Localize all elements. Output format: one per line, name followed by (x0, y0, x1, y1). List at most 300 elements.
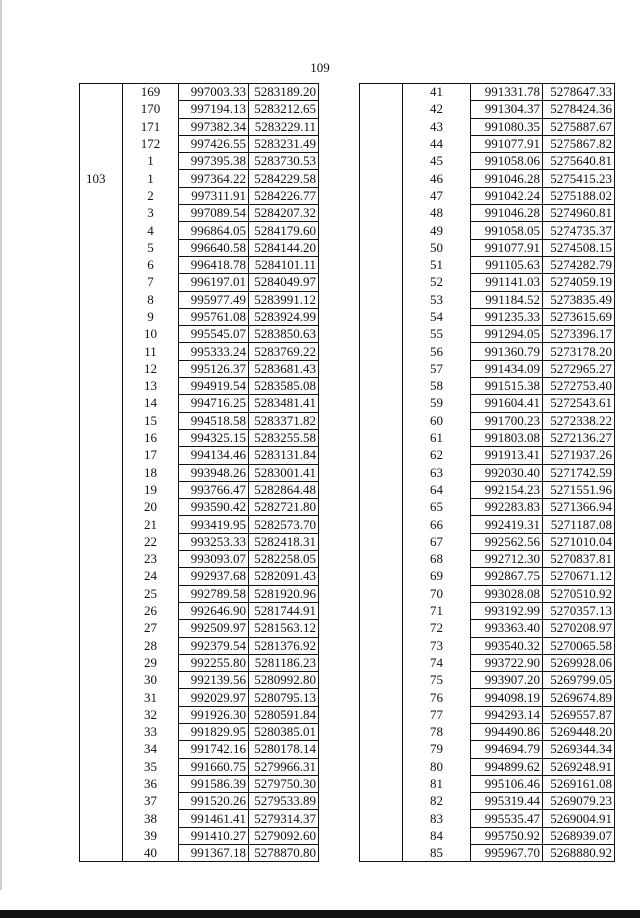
point-cell: 74 (403, 654, 471, 671)
group-cell (80, 343, 123, 360)
x-coordinate-cell: 994325.15 (179, 429, 249, 446)
point-cell: 83 (403, 810, 471, 827)
table-row (360, 706, 615, 723)
group-cell (360, 689, 403, 706)
table-row (80, 551, 319, 568)
coordinates-table-left (79, 83, 319, 862)
group-cell (360, 516, 403, 533)
table-row (360, 585, 615, 602)
table-row (80, 153, 319, 170)
group-cell (360, 585, 403, 602)
group-cell (80, 447, 123, 464)
table-row (360, 533, 615, 550)
table-row (80, 239, 319, 256)
table-row (80, 84, 319, 101)
table-row (360, 343, 615, 360)
group-cell (360, 274, 403, 291)
table-row (360, 758, 615, 775)
table-row (80, 308, 319, 325)
y-coordinate-cell: 5274282.79 (543, 256, 615, 273)
group-cell (80, 620, 123, 637)
point-cell: 36 (123, 775, 179, 792)
group-cell (360, 118, 403, 135)
table-row (360, 239, 615, 256)
x-coordinate-cell: 992419.31 (471, 516, 543, 533)
y-coordinate-cell: 5283001.41 (249, 464, 319, 481)
x-coordinate-cell: 991184.52 (471, 291, 543, 308)
x-coordinate-cell: 991742.16 (179, 741, 249, 758)
point-cell: 26 (123, 602, 179, 619)
x-coordinate-cell: 991461.41 (179, 810, 249, 827)
x-coordinate-cell: 996418.78 (179, 256, 249, 273)
group-cell (360, 827, 403, 844)
y-coordinate-cell: 5272753.40 (543, 378, 615, 395)
point-cell: 17 (123, 447, 179, 464)
point-cell: 79 (403, 741, 471, 758)
group-cell (360, 464, 403, 481)
point-cell: 76 (403, 689, 471, 706)
group-cell (80, 793, 123, 810)
x-coordinate-cell: 992509.97 (179, 620, 249, 637)
table-row (360, 395, 615, 412)
group-cell (360, 775, 403, 792)
x-coordinate-cell: 991515.38 (471, 378, 543, 395)
table-row (80, 343, 319, 360)
point-cell: 49 (403, 222, 471, 239)
point-cell: 40 (123, 845, 179, 862)
group-cell (360, 412, 403, 429)
y-coordinate-cell: 5272136.27 (543, 429, 615, 446)
y-coordinate-cell: 5282258.05 (249, 551, 319, 568)
x-coordinate-cell: 997311.91 (179, 187, 249, 204)
x-coordinate-cell: 996864.05 (179, 222, 249, 239)
y-coordinate-cell: 5269344.34 (543, 741, 615, 758)
y-coordinate-cell: 5284229.58 (249, 170, 319, 187)
table-row (80, 723, 319, 740)
group-cell (360, 551, 403, 568)
table-row (360, 291, 615, 308)
x-coordinate-cell: 992154.23 (471, 481, 543, 498)
table-row (80, 481, 319, 498)
x-coordinate-cell: 991586.39 (179, 775, 249, 792)
table-row (360, 741, 615, 758)
point-cell: 25 (123, 585, 179, 602)
y-coordinate-cell: 5270671.12 (543, 568, 615, 585)
y-coordinate-cell: 5278870.80 (249, 845, 319, 862)
table-row (80, 135, 319, 152)
point-cell: 55 (403, 326, 471, 343)
table-row (80, 256, 319, 273)
y-coordinate-cell: 5279314.37 (249, 810, 319, 827)
x-coordinate-cell: 992789.58 (179, 585, 249, 602)
point-cell: 51 (403, 256, 471, 273)
y-coordinate-cell: 5272338.22 (543, 412, 615, 429)
y-coordinate-cell: 5282864.48 (249, 481, 319, 498)
table-row (80, 274, 319, 291)
group-cell (80, 758, 123, 775)
point-cell: 78 (403, 723, 471, 740)
group-cell (360, 256, 403, 273)
point-cell: 7 (123, 274, 179, 291)
table-row (80, 412, 319, 429)
y-coordinate-cell: 5270837.81 (543, 551, 615, 568)
table-row (360, 810, 615, 827)
point-cell: 5 (123, 239, 179, 256)
x-coordinate-cell: 997089.54 (179, 205, 249, 222)
table-row (360, 602, 615, 619)
point-cell: 4 (123, 222, 179, 239)
y-coordinate-cell: 5283991.12 (249, 291, 319, 308)
y-coordinate-cell: 5283924.99 (249, 308, 319, 325)
group-cell (80, 256, 123, 273)
x-coordinate-cell: 991077.91 (471, 239, 543, 256)
group-cell (360, 533, 403, 550)
y-coordinate-cell: 5272543.61 (543, 395, 615, 412)
x-coordinate-cell: 995967.70 (471, 845, 543, 862)
point-cell: 38 (123, 810, 179, 827)
x-coordinate-cell: 991042.24 (471, 187, 543, 204)
group-cell (80, 706, 123, 723)
group-cell (80, 723, 123, 740)
group-cell (360, 343, 403, 360)
table-row (80, 326, 319, 343)
group-cell (360, 758, 403, 775)
point-cell: 52 (403, 274, 471, 291)
x-coordinate-cell: 992646.90 (179, 602, 249, 619)
point-cell: 24 (123, 568, 179, 585)
point-cell: 171 (123, 118, 179, 135)
point-cell: 31 (123, 689, 179, 706)
x-coordinate-cell: 993907.20 (471, 672, 543, 689)
group-cell (360, 205, 403, 222)
x-coordinate-cell: 992283.83 (471, 499, 543, 516)
group-cell (360, 499, 403, 516)
point-cell: 2 (123, 187, 179, 204)
group-cell (360, 637, 403, 654)
x-coordinate-cell: 991367.18 (179, 845, 249, 862)
group-cell (360, 360, 403, 377)
group-cell (80, 845, 123, 862)
point-cell: 70 (403, 585, 471, 602)
group-cell (360, 793, 403, 810)
y-coordinate-cell: 5282721.80 (249, 499, 319, 516)
x-coordinate-cell: 991803.08 (471, 429, 543, 446)
group-cell (360, 101, 403, 118)
point-cell: 18 (123, 464, 179, 481)
y-coordinate-cell: 5275640.81 (543, 153, 615, 170)
point-cell: 9 (123, 308, 179, 325)
table-row (80, 706, 319, 723)
x-coordinate-cell: 991058.05 (471, 222, 543, 239)
y-coordinate-cell: 5283255.58 (249, 429, 319, 446)
point-cell: 84 (403, 827, 471, 844)
table-row (360, 326, 615, 343)
x-coordinate-cell: 991829.95 (179, 723, 249, 740)
group-cell (80, 775, 123, 792)
x-coordinate-cell: 994293.14 (471, 706, 543, 723)
x-coordinate-cell: 991360.79 (471, 343, 543, 360)
table-row (360, 723, 615, 740)
table-row (360, 551, 615, 568)
table-row (360, 84, 615, 101)
group-cell (80, 429, 123, 446)
table-row (360, 672, 615, 689)
table-row (80, 602, 319, 619)
point-cell: 72 (403, 620, 471, 637)
group-cell (80, 378, 123, 395)
table-row (80, 187, 319, 204)
y-coordinate-cell: 5283730.53 (249, 153, 319, 170)
table-row (80, 447, 319, 464)
table-row (80, 170, 319, 187)
point-cell: 30 (123, 672, 179, 689)
point-cell: 58 (403, 378, 471, 395)
group-cell (80, 689, 123, 706)
y-coordinate-cell: 5283585.08 (249, 378, 319, 395)
group-cell (80, 585, 123, 602)
x-coordinate-cell: 994694.79 (471, 741, 543, 758)
table-row (360, 378, 615, 395)
group-cell (360, 845, 403, 862)
x-coordinate-cell: 993766.47 (179, 481, 249, 498)
y-coordinate-cell: 5269004.91 (543, 810, 615, 827)
point-cell: 6 (123, 256, 179, 273)
y-coordinate-cell: 5272965.27 (543, 360, 615, 377)
table-row (360, 308, 615, 325)
y-coordinate-cell: 5274059.19 (543, 274, 615, 291)
x-coordinate-cell: 992379.54 (179, 637, 249, 654)
y-coordinate-cell: 5278424.36 (543, 101, 615, 118)
group-cell (80, 481, 123, 498)
group-cell (360, 378, 403, 395)
point-cell: 57 (403, 360, 471, 377)
x-coordinate-cell: 993253.33 (179, 533, 249, 550)
table-row (80, 118, 319, 135)
point-cell: 53 (403, 291, 471, 308)
point-cell: 11 (123, 343, 179, 360)
y-coordinate-cell: 5269248.91 (543, 758, 615, 775)
group-cell (80, 187, 123, 204)
x-coordinate-cell: 991105.63 (471, 256, 543, 273)
point-cell: 50 (403, 239, 471, 256)
table-row (360, 620, 615, 637)
x-coordinate-cell: 992139.56 (179, 672, 249, 689)
y-coordinate-cell: 5268939.07 (543, 827, 615, 844)
table-row (360, 845, 615, 862)
y-coordinate-cell: 5273835.49 (543, 291, 615, 308)
group-cell (360, 135, 403, 152)
group-cell (360, 429, 403, 446)
scan-edge (0, 0, 2, 890)
y-coordinate-cell: 5273396.17 (543, 326, 615, 343)
y-coordinate-cell: 5268880.92 (543, 845, 615, 862)
y-coordinate-cell: 5271937.26 (543, 447, 615, 464)
y-coordinate-cell: 5281563.12 (249, 620, 319, 637)
y-coordinate-cell: 5282418.31 (249, 533, 319, 550)
point-cell: 37 (123, 793, 179, 810)
x-coordinate-cell: 997382.34 (179, 118, 249, 135)
point-cell: 43 (403, 118, 471, 135)
y-coordinate-cell: 5283769.22 (249, 343, 319, 360)
point-cell: 3 (123, 205, 179, 222)
point-cell: 33 (123, 723, 179, 740)
group-cell (80, 827, 123, 844)
table-row (80, 827, 319, 844)
group-cell (80, 153, 123, 170)
coordinates-table-right (359, 83, 615, 862)
x-coordinate-cell: 992712.30 (471, 551, 543, 568)
x-coordinate-cell: 991700.23 (471, 412, 543, 429)
y-coordinate-cell: 5271742.59 (543, 464, 615, 481)
table-row (80, 568, 319, 585)
table-row (80, 845, 319, 862)
y-coordinate-cell: 5279966.31 (249, 758, 319, 775)
y-coordinate-cell: 5275887.67 (543, 118, 615, 135)
y-coordinate-cell: 5284207.32 (249, 205, 319, 222)
point-cell: 16 (123, 429, 179, 446)
table-row (360, 775, 615, 792)
group-cell (80, 533, 123, 550)
point-cell: 42 (403, 101, 471, 118)
x-coordinate-cell: 997194.13 (179, 101, 249, 118)
table-row (80, 810, 319, 827)
table-row (360, 637, 615, 654)
point-cell: 47 (403, 187, 471, 204)
table-row (360, 464, 615, 481)
x-coordinate-cell: 991410.27 (179, 827, 249, 844)
table-row (80, 585, 319, 602)
y-coordinate-cell: 5269448.20 (543, 723, 615, 740)
point-cell: 32 (123, 706, 179, 723)
group-cell (360, 170, 403, 187)
point-cell: 69 (403, 568, 471, 585)
y-coordinate-cell: 5282573.70 (249, 516, 319, 533)
point-cell: 48 (403, 205, 471, 222)
point-cell: 56 (403, 343, 471, 360)
group-cell (80, 637, 123, 654)
point-cell: 62 (403, 447, 471, 464)
point-cell: 27 (123, 620, 179, 637)
point-cell: 34 (123, 741, 179, 758)
point-cell: 172 (123, 135, 179, 152)
y-coordinate-cell: 5283189.20 (249, 84, 319, 101)
y-coordinate-cell: 5270208.97 (543, 620, 615, 637)
table-row (80, 499, 319, 516)
y-coordinate-cell: 5269928.06 (543, 654, 615, 671)
group-cell (360, 239, 403, 256)
y-coordinate-cell: 5275867.82 (543, 135, 615, 152)
table-row (80, 775, 319, 792)
point-cell: 71 (403, 602, 471, 619)
group-cell (80, 516, 123, 533)
group-cell (360, 602, 403, 619)
x-coordinate-cell: 991046.28 (471, 170, 543, 187)
table-row (80, 672, 319, 689)
group-cell (360, 187, 403, 204)
x-coordinate-cell: 995333.24 (179, 343, 249, 360)
y-coordinate-cell: 5284226.77 (249, 187, 319, 204)
point-cell: 60 (403, 412, 471, 429)
table-row (80, 533, 319, 550)
y-coordinate-cell: 5283371.82 (249, 412, 319, 429)
y-coordinate-cell: 5271010.04 (543, 533, 615, 550)
x-coordinate-cell: 991604.41 (471, 395, 543, 412)
point-cell: 10 (123, 326, 179, 343)
group-cell (80, 810, 123, 827)
point-cell: 61 (403, 429, 471, 446)
y-coordinate-cell: 5271187.08 (543, 516, 615, 533)
point-cell: 59 (403, 395, 471, 412)
x-coordinate-cell: 993419.95 (179, 516, 249, 533)
x-coordinate-cell: 992029.97 (179, 689, 249, 706)
y-coordinate-cell: 5274960.81 (543, 205, 615, 222)
group-cell (80, 291, 123, 308)
x-coordinate-cell: 995750.92 (471, 827, 543, 844)
table-row (360, 429, 615, 446)
x-coordinate-cell: 993093.07 (179, 551, 249, 568)
group-cell (360, 706, 403, 723)
table-row (360, 170, 615, 187)
group-cell (360, 308, 403, 325)
x-coordinate-cell: 991660.75 (179, 758, 249, 775)
x-coordinate-cell: 995126.37 (179, 360, 249, 377)
group-cell (80, 464, 123, 481)
table-row (360, 827, 615, 844)
y-coordinate-cell: 5274735.37 (543, 222, 615, 239)
table-row (360, 222, 615, 239)
table-row (80, 464, 319, 481)
group-cell (80, 551, 123, 568)
point-cell: 73 (403, 637, 471, 654)
table-row (360, 101, 615, 118)
group-cell (360, 723, 403, 740)
x-coordinate-cell: 995977.49 (179, 291, 249, 308)
x-coordinate-cell: 992937.68 (179, 568, 249, 585)
point-cell: 19 (123, 481, 179, 498)
group-cell (80, 602, 123, 619)
y-coordinate-cell: 5271366.94 (543, 499, 615, 516)
x-coordinate-cell: 991235.33 (471, 308, 543, 325)
group-cell (80, 672, 123, 689)
y-coordinate-cell: 5270357.13 (543, 602, 615, 619)
y-coordinate-cell: 5280591.84 (249, 706, 319, 723)
table-row (80, 758, 319, 775)
group-cell (360, 672, 403, 689)
point-cell: 169 (123, 84, 179, 101)
y-coordinate-cell: 5282091.43 (249, 568, 319, 585)
x-coordinate-cell: 991046.28 (471, 205, 543, 222)
table-row (360, 689, 615, 706)
point-cell: 68 (403, 551, 471, 568)
group-cell (80, 84, 123, 101)
table-row (80, 222, 319, 239)
table-row (80, 741, 319, 758)
table-row (360, 412, 615, 429)
x-coordinate-cell: 993363.40 (471, 620, 543, 637)
y-coordinate-cell: 5278647.33 (543, 84, 615, 101)
table-row (360, 447, 615, 464)
y-coordinate-cell: 5284101.11 (249, 256, 319, 273)
group-cell (80, 395, 123, 412)
y-coordinate-cell: 5269161.08 (543, 775, 615, 792)
point-cell: 14 (123, 395, 179, 412)
x-coordinate-cell: 993590.42 (179, 499, 249, 516)
y-coordinate-cell: 5280992.80 (249, 672, 319, 689)
x-coordinate-cell: 992255.80 (179, 654, 249, 671)
y-coordinate-cell: 5281920.96 (249, 585, 319, 602)
y-coordinate-cell: 5284179.60 (249, 222, 319, 239)
point-cell: 22 (123, 533, 179, 550)
